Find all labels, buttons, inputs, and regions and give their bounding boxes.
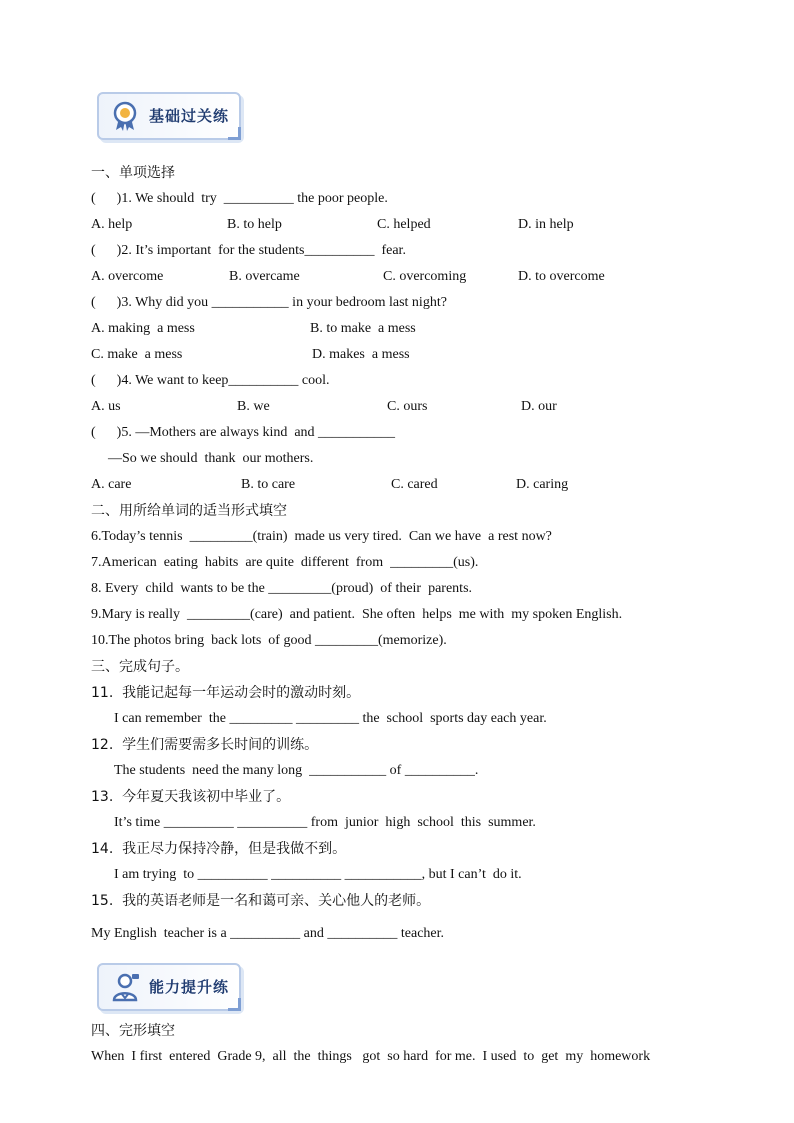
q1-option-b: B. to help [227, 217, 282, 232]
student-user-icon [109, 971, 141, 1003]
q3-option-b: B. to make a mess [310, 321, 416, 336]
award-ribbon-icon [109, 100, 141, 132]
q1-option-d: D. in help [518, 217, 574, 232]
sentence-13-chinese: 13. 今年夏天我该初中毕业了。 [91, 789, 291, 805]
badge-corner [228, 127, 241, 140]
q2-option-b: B. overcame [229, 269, 300, 284]
q1-option-a: A. help [91, 217, 133, 232]
fill-item-10: 10.The photos bring back lots of good _________(memorize). [91, 633, 447, 648]
q5-option-d: D. caring [516, 477, 569, 492]
q4-option-a: A. us [91, 399, 121, 414]
q2-option-c: C. overcoming [383, 269, 467, 284]
q5-option-b: B. to care [241, 477, 296, 492]
section-heading: 三、完成句子。 [91, 659, 189, 675]
q1-option-c: C. helped [377, 217, 431, 232]
question-2-stem: ( )2. It’s important for the students__________ fear. [91, 243, 406, 258]
q4-option-b: B. we [237, 399, 270, 414]
sentence-13-english: It’s time __________ __________ from junior high school this summer. [114, 815, 536, 830]
question-3-stem: ( )3. Why did you ___________ in your bedroom last night? [91, 295, 447, 310]
sentence-14-chinese: 14. 我正尽力保持冷静，但是我做不到。 [91, 841, 347, 857]
badge-title: 能力提升练 [149, 978, 230, 996]
section-badge-basic [97, 92, 241, 140]
section-heading: 二、用所给单词的适当形式填空 [91, 503, 287, 519]
q4-option-d: D. our [521, 399, 557, 414]
question-4-stem: ( )4. We want to keep__________ cool. [91, 373, 330, 388]
q5-option-a: A. care [91, 477, 132, 492]
sentence-12-chinese: 12. 学生们需要需多长时间的训练。 [91, 737, 319, 753]
q3-option-c: C. make a mess [91, 347, 183, 362]
sentence-11-english: I can remember the _________ _________ the school sports day each year. [114, 711, 547, 726]
q3-option-a: A. making a mess [91, 321, 195, 336]
question-5-reply: —So we should thank our mothers. [108, 451, 314, 466]
q3-option-d: D. makes a mess [312, 347, 410, 362]
fill-item-6: 6.Today’s tennis _________(train) made us very tired. Can we have a rest now? [91, 529, 552, 544]
section-heading: 四、完形填空 [91, 1023, 175, 1039]
q2-option-a: A. overcome [91, 269, 164, 284]
section-heading: 一、单项选择 [91, 165, 175, 181]
question-1-stem: ( )1. We should try __________ the poor people. [91, 191, 388, 206]
badge-title: 基础过关练 [149, 107, 230, 125]
sentence-11-chinese: 11. 我能记起每一年运动会时的激动时刻。 [91, 685, 361, 701]
question-5-stem: ( )5. —Mothers are always kind and ___________ [91, 425, 396, 440]
q5-option-c: C. cared [391, 477, 438, 492]
q2-option-d: D. to overcome [518, 269, 605, 284]
q4-option-c: C. ours [387, 399, 428, 414]
sentence-14-english: I am trying to __________ __________ ___________, but I can’t do it. [114, 867, 522, 882]
badge-corner [228, 998, 241, 1011]
sentence-15-chinese: 15. 我的英语老师是一名和蔼可亲、关心他人的老师。 [91, 893, 431, 909]
fill-item-9: 9.Mary is really _________(care) and patient. She often helps me with my spoken English. [91, 607, 623, 622]
fill-item-8: 8. Every child wants to be the _________(proud) of their parents. [91, 581, 473, 596]
cloze-passage-line: When I first entered Grade 9, all the things got so hard for me. I used to get my homework [91, 1049, 651, 1064]
sentence-15-english: My English teacher is a __________ and __________ teacher. [91, 926, 445, 941]
section-badge-advanced [97, 963, 241, 1011]
fill-item-7: 7.American eating habits are quite different from _________(us). [91, 555, 479, 570]
sentence-12-english: The students need the many long ___________ of __________. [114, 763, 479, 778]
